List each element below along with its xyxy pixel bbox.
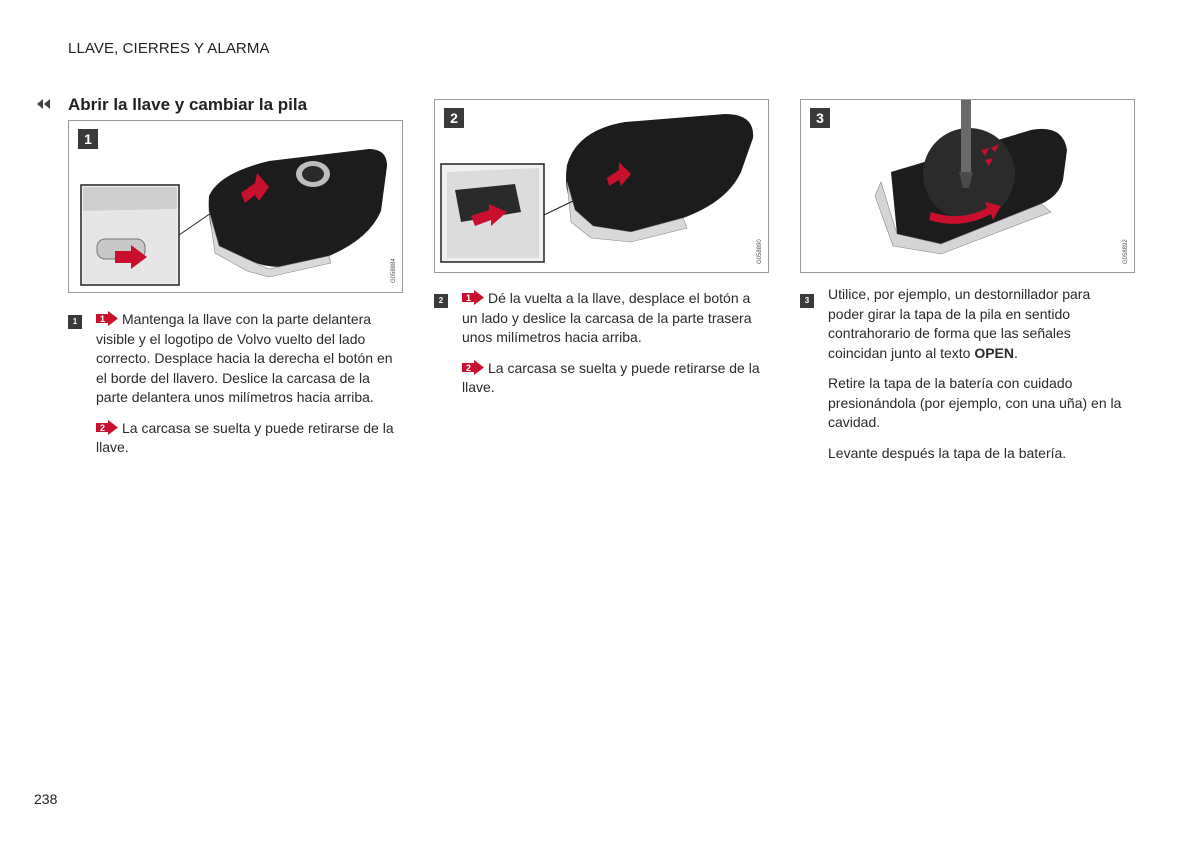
step-3-paragraph-1-text: Utilice, por ejemplo, un destornillador para poder girar la tapa de la pila en sentido contrahorario de forma que las señales coincidan junto al texto <box>828 286 1091 361</box>
red-arrow-step-1-icon <box>96 311 118 326</box>
step-1-paragraph-1 <box>96 310 400 408</box>
figure-3-number: 3 <box>810 108 830 128</box>
red-arrow-step-1-icon <box>462 290 484 305</box>
section-header: LLAVE, CIERRES Y ALARMA <box>68 40 270 57</box>
figure-2-number: 2 <box>444 108 464 128</box>
step-1-paragraph-1-text: Mantenga la llave con la parte delantera visible y el logotipo de Volvo vuelto del lado correcto. Desplace hacia la derecha el botón en el borde del llavero. Deslice la carcasa de la parte delantera unos milímetros hacia arriba. <box>96 311 393 405</box>
step-2-paragraph-1-text: Dé la vuelta a la llave, desplace el botón a un lado y deslice la carcasa de la parte trasera unos milímetros hacia arriba. <box>462 290 752 345</box>
step-3-badge: 3 <box>800 294 814 308</box>
battery-cover-illustration <box>801 100 1134 272</box>
step-3-paragraph-1 <box>828 285 1126 363</box>
arrow-marker-text: 2 <box>100 422 106 433</box>
step-1-paragraph-2-text: La carcasa se suelta y puede retirarse de la llave. <box>96 419 394 455</box>
figure-3 <box>800 99 1135 273</box>
figure-2-code: G058890 <box>757 239 763 264</box>
arrow-marker-text: 1 <box>466 293 472 303</box>
step-1-text <box>96 310 400 469</box>
step-2-paragraph-1 <box>462 289 766 348</box>
step-1-paragraph-2 <box>96 419 400 458</box>
figure-1-code: G058884 <box>391 258 397 283</box>
figure-3-code: G058892 <box>1123 239 1129 264</box>
step-3-text <box>828 285 1126 474</box>
step-2-paragraph-2-text: La carcasa se suelta y puede retirarse de la llave. <box>462 359 760 395</box>
figure-1 <box>68 120 403 293</box>
arrow-marker-text: 2 <box>466 362 472 373</box>
figure-1-number: 1 <box>78 129 98 149</box>
step-1-badge: 1 <box>68 315 82 329</box>
previous-page-icon[interactable] <box>34 97 54 111</box>
page-number: 238 <box>34 791 58 807</box>
key-fob-back-illustration <box>435 100 768 272</box>
step-2-badge: 2 <box>434 294 448 308</box>
page-heading: Abrir la llave y cambiar la pila <box>68 95 308 114</box>
key-fob-front-illustration <box>69 121 402 292</box>
arrow-marker-text: 1 <box>100 314 106 324</box>
open-label: OPEN <box>974 344 1015 361</box>
step-3-paragraph-2: Retire la tapa de la batería con cuidado presionándola (por ejemplo, con una uña) en la cavidad. <box>828 375 1122 430</box>
red-arrow-step-2-icon <box>96 420 118 435</box>
step-2-text <box>462 289 766 409</box>
step-2-paragraph-2 <box>462 359 766 398</box>
red-arrow-step-2-icon <box>462 360 484 375</box>
step-3-paragraph-1-end: . <box>1014 344 1018 361</box>
figure-2 <box>434 99 769 273</box>
step-3-paragraph-3: Levante después la tapa de la batería. <box>828 444 1067 461</box>
